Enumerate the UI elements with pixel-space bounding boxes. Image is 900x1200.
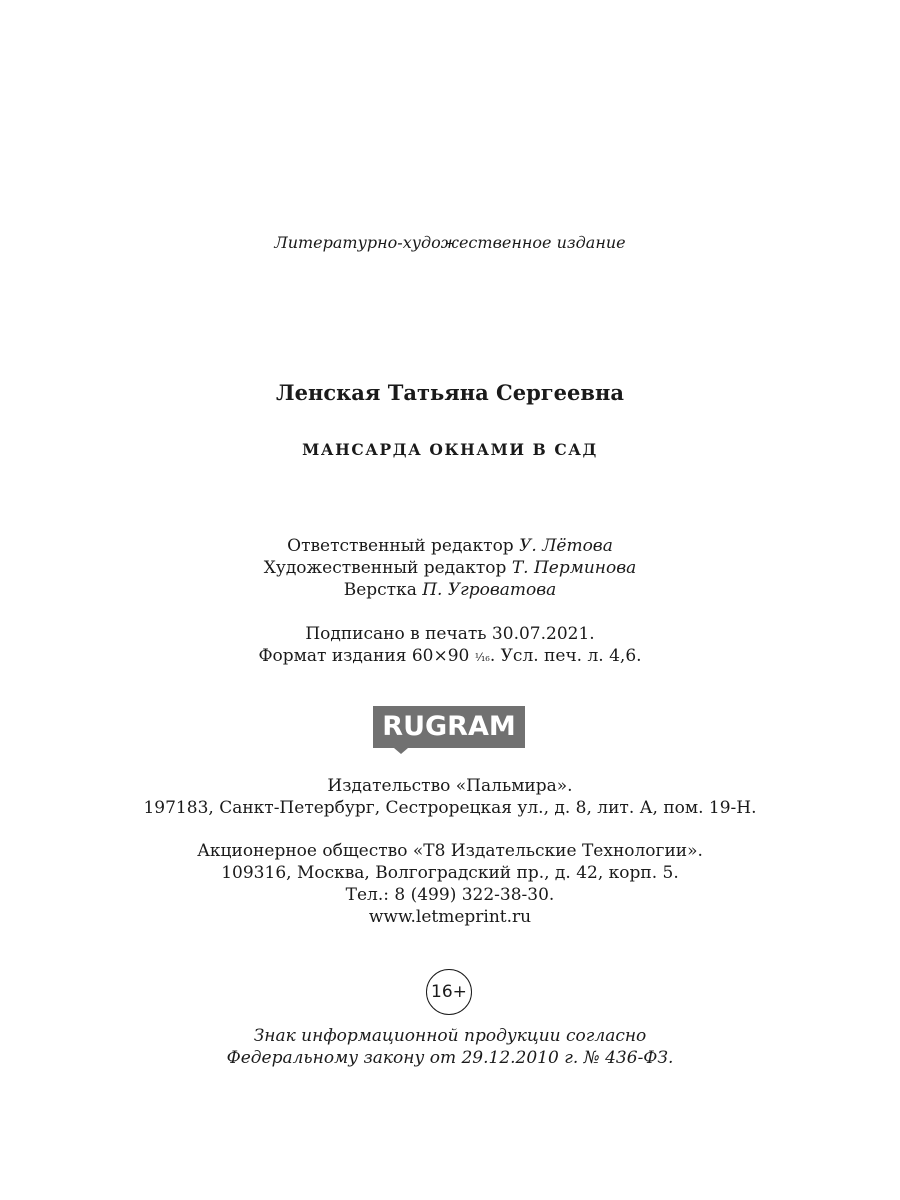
- author-name: Ленская Татьяна Сергеевна: [276, 380, 624, 405]
- format-fraction: ¹⁄₁₆: [474, 651, 490, 664]
- book-title: МАНСАРДА ОКНАМИ В САД: [302, 440, 598, 459]
- format-suffix: . Усл. печ. л. 4,6.: [489, 646, 642, 666]
- genre-label: Литературно-художественное издание: [274, 233, 626, 252]
- credit-line-layout: [0, 579, 900, 601]
- credit-role: Ответственный редактор: [287, 536, 514, 556]
- printer-address: 109316, Москва, Волгоградский пр., д. 42, корп. 5.: [221, 863, 679, 883]
- logo-text: RUGRAM: [382, 711, 516, 742]
- printer-name: Акционерное общество «Т8 Издательские Технологии».: [197, 841, 703, 861]
- credit-name: П. Угроватова: [422, 580, 557, 600]
- publisher-name: Издательство «Пальмира».: [327, 776, 573, 796]
- signed-date: Подписано в печать 30.07.2021.: [305, 624, 595, 644]
- publisher-address: 197183, Санкт-Петербург, Сестрорецкая ул., д. 8, лит. А, пом. 19-Н.: [143, 798, 757, 818]
- credit-line-art-editor: [0, 557, 900, 579]
- rugram-logo: [373, 706, 525, 748]
- printer-website: www.letmeprint.ru: [368, 907, 532, 927]
- credit-name: Т. Перминова: [511, 558, 637, 578]
- credit-line-editor: [0, 535, 900, 557]
- age-rating-badge: 16+: [426, 969, 472, 1015]
- logo-tail-shape: [394, 748, 408, 754]
- age-rating-note-1: Знак информационной продукции согласно: [253, 1026, 647, 1046]
- credit-role: Верстка: [343, 580, 417, 600]
- printer-phone: Тел.: 8 (499) 322-38-30.: [345, 885, 555, 905]
- format-info: [0, 645, 900, 669]
- credit-role: Художественный редактор: [263, 558, 507, 578]
- format-prefix: Формат издания 60×90: [258, 646, 470, 666]
- credit-name: У. Лётова: [519, 536, 613, 556]
- age-rating-note-2: Федеральному закону от 29.12.2010 г. № 436-ФЗ.: [226, 1048, 674, 1068]
